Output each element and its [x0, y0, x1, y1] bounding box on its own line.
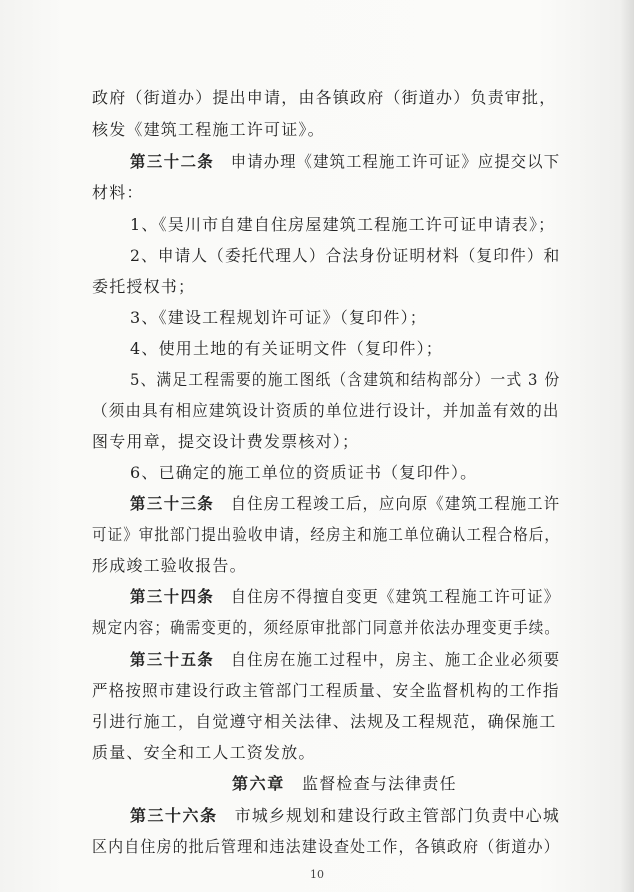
text-line [130, 650, 560, 670]
text-line [130, 806, 560, 826]
text-line [130, 494, 560, 514]
text-segment: 区内自住房的批后管理和违法建设查处工作，各镇政府（街道办） [92, 837, 560, 856]
text-segment: 引进行施工，自觉遵守相关法律、法规及工程规范，确保施工 [92, 712, 557, 731]
text-line [130, 152, 560, 172]
text-line [130, 463, 477, 483]
text-line [92, 618, 560, 638]
text-line [92, 525, 560, 545]
article-number: 第三十二条 [130, 152, 215, 171]
text-segment: （须由具有相应建筑设计资质的单位进行设计，并加盖有效的出 [92, 401, 560, 420]
text-segment: 自住房不得擅自变更《建筑工程施工许可证》 [214, 587, 561, 606]
text-line [130, 215, 555, 235]
text-segment: 规定内容；确需变更的，须经原审批部门同意并依法办理变更手续。 [92, 618, 561, 637]
text-line [92, 277, 195, 297]
text-segment: 市城乡规划和建设行政主管部门负责中心城 [217, 806, 561, 825]
text-line [130, 587, 560, 607]
text-line [92, 837, 560, 857]
text-line [92, 401, 560, 421]
text-line [130, 339, 443, 359]
text-line [92, 432, 359, 452]
page-number: 10 [310, 868, 324, 881]
text-segment: 核发《建筑工程施工许可证》。 [92, 120, 325, 139]
text-segment: 5、满足工程需要的施工图纸（含建筑和结构部分）一式 3 份 [130, 370, 561, 389]
article-number: 第六章 [232, 774, 285, 793]
text-segment: 2、申请人（委托代理人）合法身份证明材料（复印件）和 [130, 246, 561, 265]
text-line [130, 370, 560, 390]
article-number: 第三十六条 [130, 806, 218, 825]
text-segment: 质量、安全和工人工资发放。 [92, 743, 316, 762]
text-line [232, 774, 457, 794]
article-number: 第三十四条 [130, 587, 215, 606]
text-segment: 材料： [92, 183, 144, 202]
text-line [92, 712, 556, 732]
article-number: 第三十五条 [130, 650, 215, 669]
text-line [130, 246, 560, 266]
text-segment: 自住房工程竣工后，应向原《建筑工程施工许 [214, 494, 561, 513]
text-segment: 4、使用土地的有关证明文件（复印件）； [130, 339, 443, 358]
text-segment: 政府（街道办）提出申请，由各镇政府（街道办）负责审批， [92, 88, 557, 107]
text-segment: 3、《建设工程规划许可证》（复印件）； [130, 308, 427, 327]
text-segment: 申请办理《建筑工程施工许可证》应提交以下 [214, 152, 561, 171]
text-segment: 6、已确定的施工单位的资质证书（复印件）。 [130, 463, 478, 482]
text-segment: 1、《吴川市自建自住房屋建筑工程施工许可证申请表》； [130, 215, 556, 234]
text-segment: 图专用章，提交设计费发票核对）； [92, 432, 360, 451]
article-number: 第三十三条 [130, 494, 215, 513]
text-line [92, 88, 556, 108]
text-segment: 可证》审批部门提出验收申请，经房主和施工单位确认工程合格后， [92, 525, 561, 544]
text-line [92, 556, 247, 576]
text-segment: 形成竣工验收报告。 [92, 556, 247, 575]
text-segment: 委托授权书； [92, 277, 196, 296]
text-segment: 自住房在施工过程中，房主、施工企业必须要 [214, 650, 561, 669]
text-line [130, 308, 427, 328]
text-segment: 监督检查与法律责任 [284, 774, 457, 793]
text-line [92, 183, 144, 203]
text-line [92, 743, 316, 763]
page-edge-shadow [620, 0, 634, 892]
text-line [92, 120, 325, 140]
text-segment: 严格按照市建设行政主管部门工程质量、安全监督机构的工作指 [92, 681, 560, 700]
text-line [92, 681, 560, 701]
